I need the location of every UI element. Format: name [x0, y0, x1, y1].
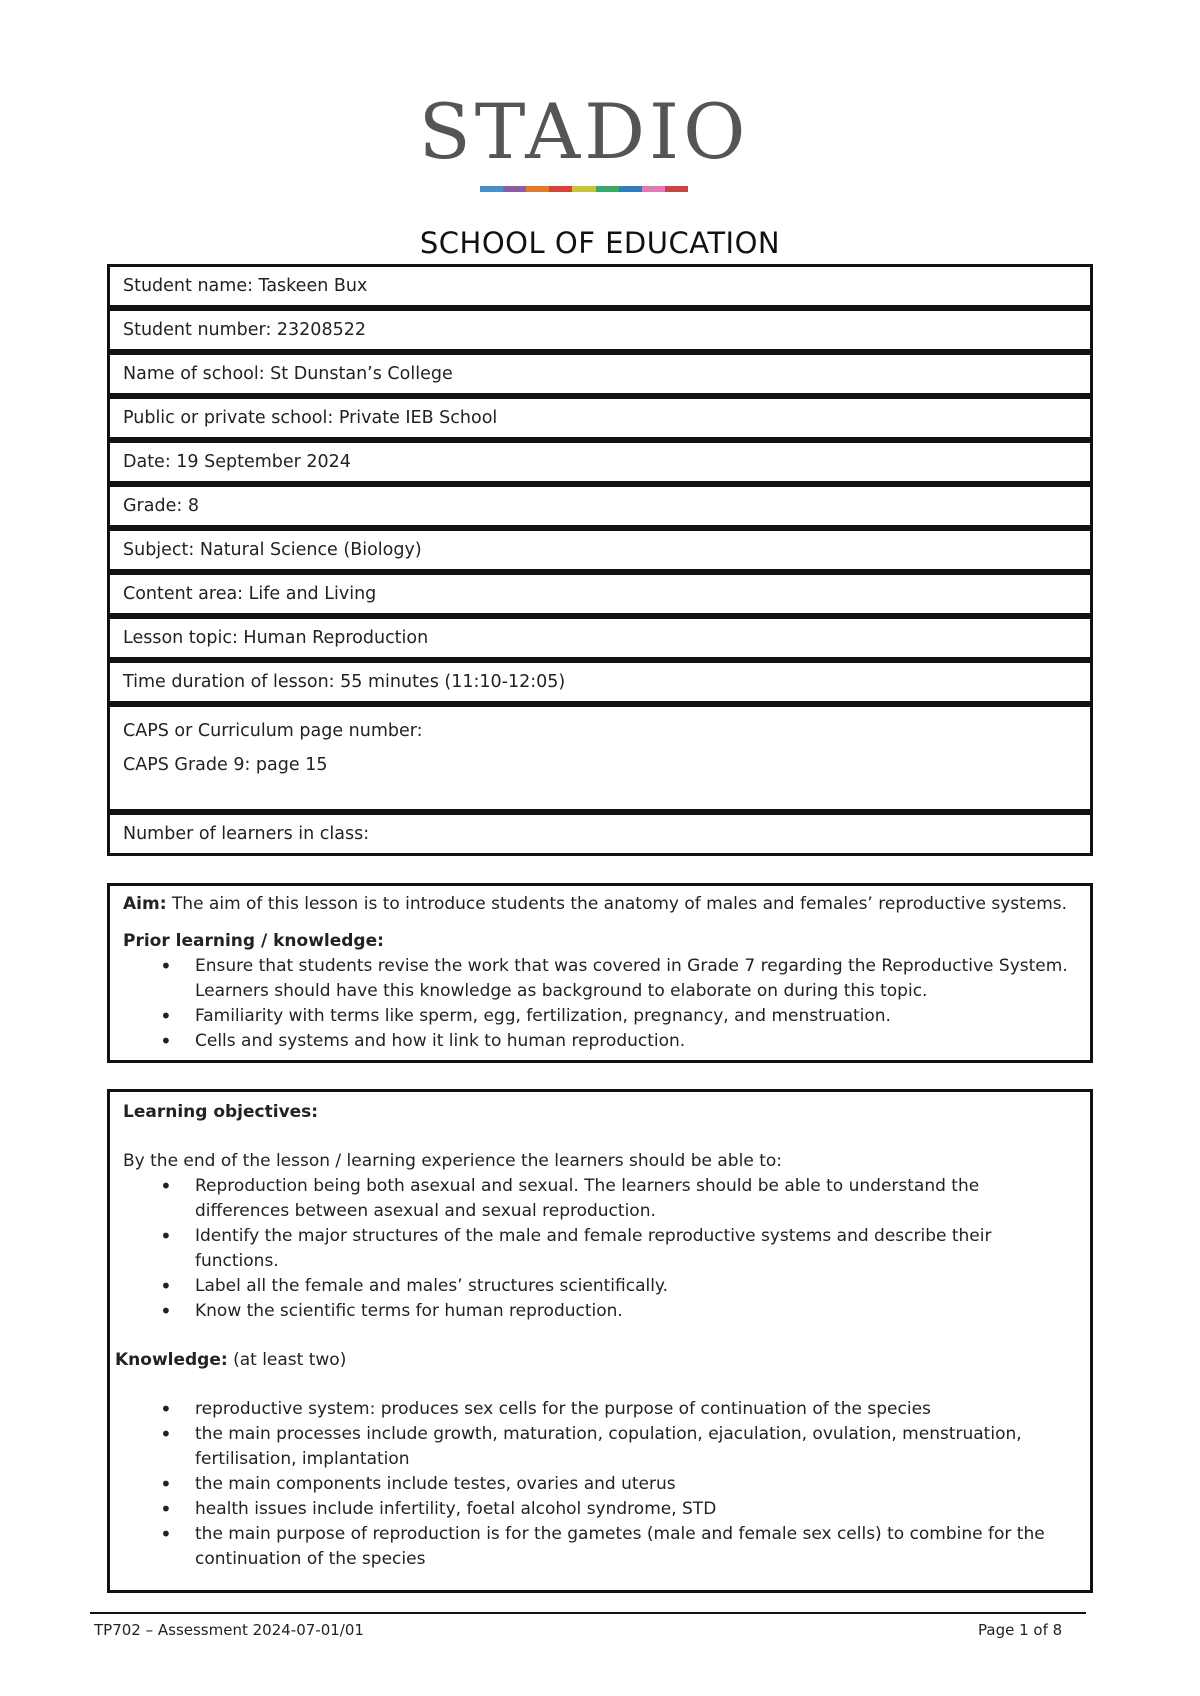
list-item: • Familiarity with terms like sperm, egg, fertilization, pregnancy, and menstruation.	[195, 1004, 1077, 1029]
prior-learning-heading: Prior learning / knowledge:	[123, 931, 384, 951]
logo-bar-segment	[596, 186, 619, 192]
logo-color-bar	[480, 186, 688, 192]
caps-label: CAPS or Curriculum page number:	[123, 721, 423, 741]
lesson-info-table	[107, 264, 1093, 856]
footer-divider	[90, 1612, 1086, 1614]
footer-doc-code: TP702 – Assessment 2024-07-01/01	[94, 1621, 364, 1639]
lesson-topic-row: Lesson topic: Human Reproduction	[107, 616, 1093, 660]
knowledge-list	[123, 1397, 1077, 1572]
prior-learning-list	[123, 954, 1077, 1054]
list-item: • Know the scientific terms for human reproduction.	[195, 1299, 1077, 1324]
objectives-intro: By the end of the lesson / learning experience the learners should be able to:	[123, 1151, 782, 1171]
list-item: • Label all the female and males’ structures scientifically.	[195, 1274, 1077, 1299]
school-type-row: Public or private school: Private IEB School	[107, 396, 1093, 440]
aim-text: The aim of this lesson is to introduce students the anatomy of males and females’ reproductive systems.	[166, 894, 1068, 914]
list-item: • Reproduction being both asexual and sexual. The learners should be able to understand the differences between asexual and sexual reproduction.	[195, 1174, 1077, 1224]
logo-bar-segment	[572, 186, 595, 192]
page-title: SCHOOL OF EDUCATION	[419, 226, 781, 260]
aim-paragraph	[123, 892, 1077, 917]
logo-bar-segment	[619, 186, 642, 192]
list-item: • Cells and systems and how it link to human reproduction.	[195, 1029, 1077, 1054]
list-item: • health issues include infertility, foetal alcohol syndrome, STD	[195, 1497, 1077, 1522]
stadio-logo	[404, 87, 764, 200]
duration-row: Time duration of lesson: 55 minutes (11:10-12:05)	[107, 660, 1093, 704]
logo-bar-segment	[480, 186, 503, 192]
student-name-row: Student name: Taskeen Bux	[107, 264, 1093, 308]
aim-section	[107, 883, 1093, 1063]
student-number-row: Student number: 23208522	[107, 308, 1093, 352]
logo-bar-segment	[665, 186, 688, 192]
list-item: • the main processes include growth, maturation, copulation, ejaculation, ovulation, menstruation, fertilisation, implantation	[195, 1422, 1077, 1472]
caps-row	[107, 704, 1093, 812]
learners-row: Number of learners in class:	[107, 812, 1093, 856]
list-item: • Ensure that students revise the work that was covered in Grade 7 regarding the Reproductive System. Learners should have this knowledge as background to elaborate on during this topic.	[195, 954, 1077, 1004]
subject-row: Subject: Natural Science (Biology)	[107, 528, 1093, 572]
logo-bar-segment	[642, 186, 665, 192]
aim-label: Aim:	[123, 894, 167, 914]
knowledge-heading: Knowledge: (at least two)	[115, 1350, 347, 1370]
logo-bar-segment	[549, 186, 572, 192]
objectives-list	[123, 1174, 1077, 1324]
grade-row: Grade: 8	[107, 484, 1093, 528]
objectives-heading: Learning objectives:	[123, 1102, 319, 1122]
objectives-section	[107, 1089, 1093, 1593]
list-item: • reproductive system: produces sex cells for the purpose of continuation of the species	[195, 1397, 1077, 1422]
date-row: Date: 19 September 2024	[107, 440, 1093, 484]
list-item: • Identify the major structures of the male and female reproductive systems and describe their functions.	[195, 1224, 1077, 1274]
content-area-row: Content area: Life and Living	[107, 572, 1093, 616]
logo-bar-segment	[526, 186, 549, 192]
logo-bar-segment	[503, 186, 526, 192]
school-name-row: Name of school: St Dunstan’s College	[107, 352, 1093, 396]
footer-page-number: Page 1 of 8	[978, 1621, 1063, 1639]
logo-text: STADIO	[418, 87, 750, 176]
list-item: • the main components include testes, ovaries and uterus	[195, 1472, 1077, 1497]
list-item: • the main purpose of reproduction is for the gametes (male and female sex cells) to combine for the continuation of the species	[195, 1522, 1077, 1572]
caps-value: CAPS Grade 9: page 15	[123, 755, 328, 775]
